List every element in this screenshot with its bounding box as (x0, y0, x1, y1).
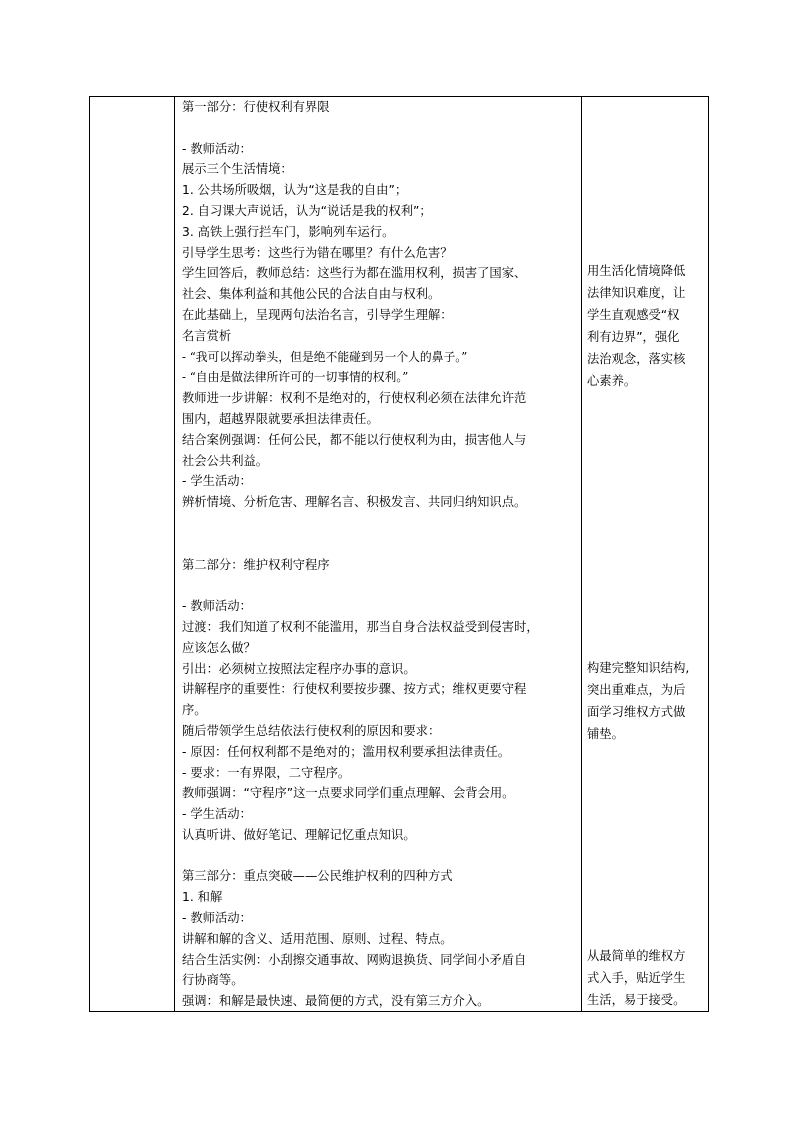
content-line: 结合案例强调：任何公民，都不能以行使权利为由，损害他人与 (182, 432, 527, 447)
blank-line (182, 846, 578, 867)
note-line: 面学习维权方式做 (587, 705, 686, 719)
content-line: 应该怎么做？ (182, 640, 256, 655)
content-line: 随后带领学生总结依法行使权利的原因和要求： (182, 723, 441, 738)
note-line: 构建完整知识结构, (587, 661, 690, 675)
content-line: - “我可以挥动拳头，但是绝不能碰到另一个人的鼻子。” (182, 349, 468, 364)
note-line: 用生活化情境降低 (587, 264, 686, 278)
content-line: 序。 (182, 703, 207, 718)
content-line: - 学生活动： (182, 474, 252, 489)
note-line: 利有边界”，强化 (587, 330, 680, 344)
content-line: 过渡：我们知道了权利不能滥用，那当自身合法权益受到侵害时， (182, 619, 539, 634)
content-line: 辨析情境、分析危害、理解名言、积极发言、共同归纳知识点。 (182, 495, 527, 510)
content-line: 教师进一步讲解：权利不是绝对的，行使权利必须在法律允许范 (182, 391, 527, 406)
content-line: 行协商等。 (182, 973, 244, 988)
content-line: 学生回答后，教师总结：这些行为都在滥用权利，损害了国家、 (182, 266, 527, 281)
content-line: - 教师活动： (182, 141, 252, 156)
lesson-table (89, 96, 709, 1012)
blank-line (182, 513, 578, 534)
content-line: - 原因：任何权利都不是绝对的；滥用权利要承担法律责任。 (182, 744, 511, 759)
content-line: 在此基础上，呈现两句法治名言，引导学生理解： (182, 307, 453, 322)
content-line: 围内，超越界限就要承担法律责任。 (182, 411, 379, 426)
note-line: 法治观念，落实核 (587, 352, 686, 366)
note-line: 式入手，贴近学生 (587, 971, 686, 985)
content-line: 2. 自习课大声说话，认为“说话是我的权利”； (182, 203, 432, 218)
content-line: - 学生活动： (182, 807, 252, 822)
content-line: 结合生活实例：小刮擦交通事故、网购退换货、同学间小矛盾自 (182, 952, 527, 967)
content-line: 展示三个生活情境： (182, 162, 293, 177)
content-line: 名言赏析 (182, 328, 232, 343)
column-divider-left (174, 97, 175, 1011)
content-line: 讲解和解的含义、适用范围、原则、过程、特点。 (182, 931, 453, 946)
content-line: - 教师活动： (182, 911, 252, 926)
content-line: 强调：和解是最快速、最简便的方式，没有第三方介入。 (182, 994, 490, 1009)
content-line: - “自由是做法律所许可的一切事情的权利。” (182, 370, 409, 385)
blank-line (182, 118, 578, 139)
design-intent-note-3 (587, 945, 705, 1011)
note-line: 心素养。 (587, 374, 637, 388)
content-line: 社会、集体利益和其他公民的合法自由与权利。 (182, 287, 441, 302)
content-line: 1. 公共场所吸烟，认为“这是我的自由”； (182, 183, 408, 198)
teaching-process-column (182, 97, 578, 1012)
design-intent-note-2 (587, 657, 705, 745)
blank-line (182, 534, 578, 555)
note-line: 法律知识难度，让 (587, 286, 686, 300)
column-divider-right (581, 97, 582, 1011)
content-line: - 要求：一有界限，二守程序。 (182, 765, 351, 780)
design-intent-note-1 (587, 260, 705, 392)
content-line: 认真听讲、做好笔记、理解记忆重点知识。 (182, 827, 416, 842)
note-line: 突出重难点，为后 (587, 683, 686, 697)
content-line: 3. 高铁上强行拦车门，影响列车运行。 (182, 224, 395, 239)
note-line: 铺垫。 (587, 727, 624, 741)
content-line: 教师强调：“守程序”这一点要求同学们重点理解、会背会用。 (182, 786, 515, 801)
content-line: 1. 和解 (182, 890, 223, 905)
content-line: - 教师活动： (182, 599, 252, 614)
content-line: 第二部分：维护权利守程序 (182, 557, 330, 572)
note-line: 从最简单的维权方 (587, 949, 686, 963)
content-line: 社会公共利益。 (182, 453, 269, 468)
content-line: 引出：必须树立按照法定程序办事的意识。 (182, 661, 416, 676)
note-line: 学生直观感受“权 (587, 308, 680, 322)
content-line: 第三部分：重点突破——公民维护权利的四种方式 (182, 869, 453, 884)
content-line: 引导学生思考：这些行为错在哪里？有什么危害？ (182, 245, 453, 260)
content-line: 第一部分：行使权利有界限 (182, 100, 330, 114)
blank-line (182, 575, 578, 596)
content-line: 讲解程序的重要性：行使权利要按步骤、按方式；维权更要守程 (182, 682, 527, 697)
note-line: 生活，易于接受。 (587, 993, 686, 1007)
